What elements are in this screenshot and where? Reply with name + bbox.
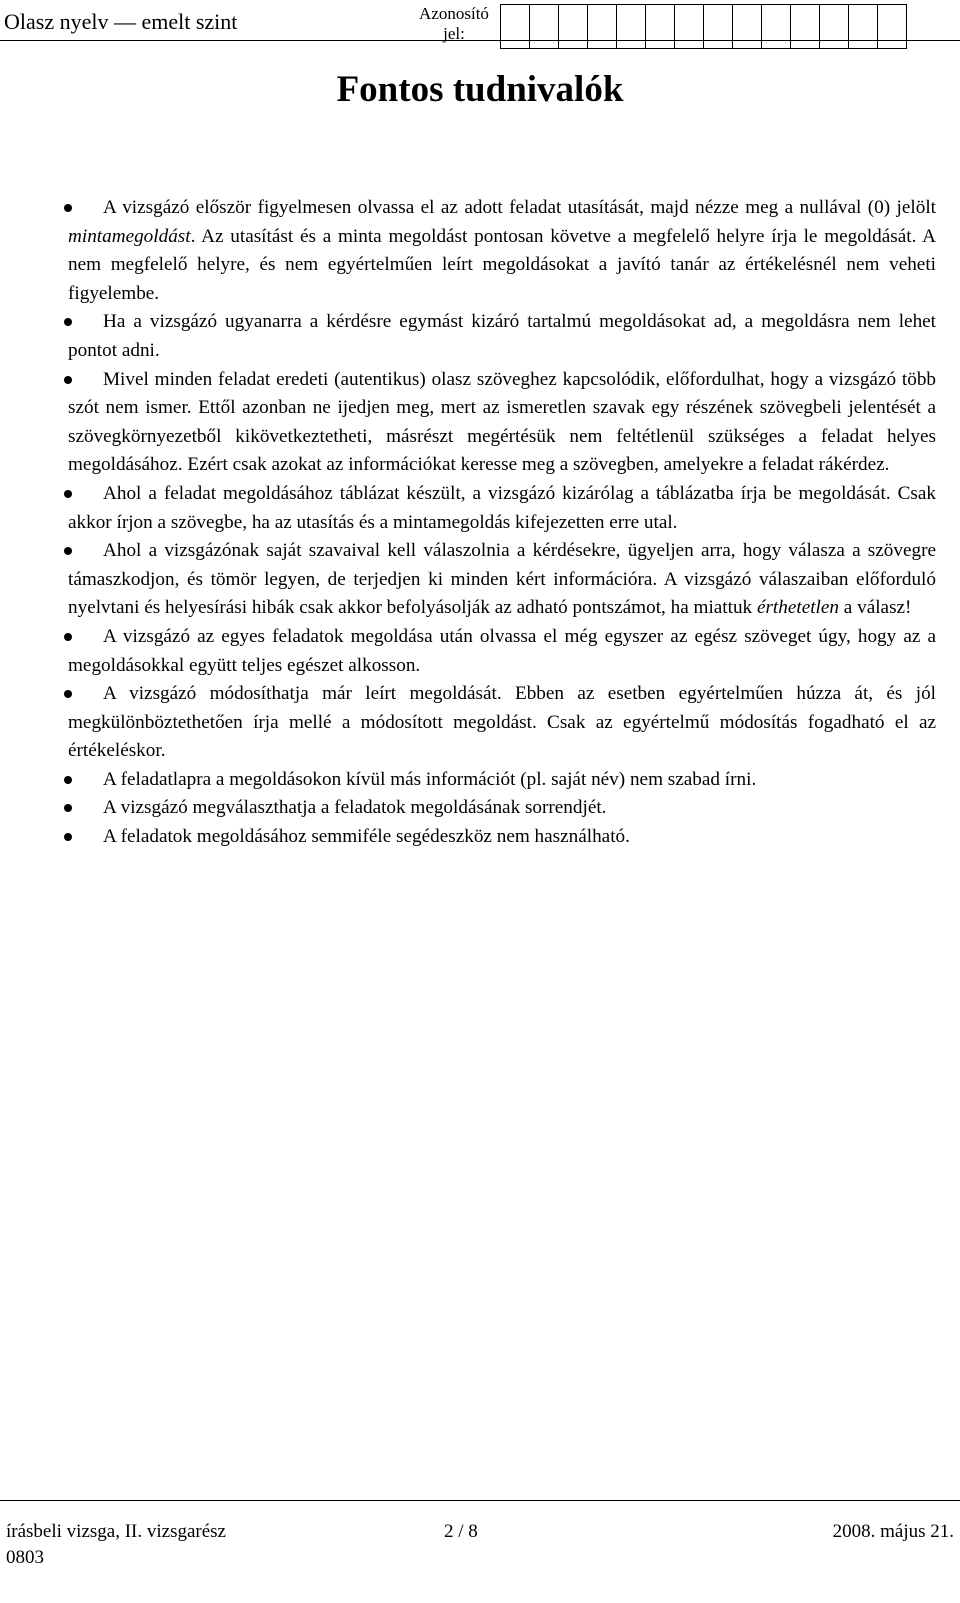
id-digit-box (819, 4, 849, 49)
footer-divider (0, 1500, 960, 1501)
id-digit-box (645, 4, 675, 49)
rule-item (68, 766, 936, 795)
rule-item (68, 680, 936, 766)
id-digit-box (877, 4, 907, 49)
rule-lead: Ahol a vizsgázónak saját szavaival kell válaszolnia a kérdésekre, ügyeljen arra, (103, 540, 736, 562)
id-digit-box (761, 4, 791, 49)
rule-item (68, 623, 936, 680)
id-label: Azonosító jel: (419, 4, 489, 43)
rule-item (68, 794, 936, 823)
bullet-icon (64, 633, 72, 641)
rules-list (68, 194, 936, 852)
rule-body: írni. (724, 768, 757, 790)
rule-item (68, 194, 936, 308)
rule-text (68, 366, 936, 480)
rule-text (68, 308, 936, 365)
rule-item (68, 537, 936, 623)
id-digit-box (703, 4, 733, 49)
id-digit-box (674, 4, 704, 49)
rule-body: előfordulhat, hogy a vizsgázó több szót nem ismer. Ettől azonban ne ijedjen meg, mert az ismeretlen szavak egy részének szövegbeli jelentését a szövegkörnyezetből kikövetkeztetheti, másrészt megértésük nem feltétlenül szükséges a feladat helyes megoldásához. Ezért csak azokat az információkat keresse meg a szövegben, amelyekre a feladat rákérdez. (68, 368, 937, 476)
id-digit-box (529, 4, 559, 49)
rule-text (68, 480, 936, 537)
rule-text (68, 766, 936, 795)
rule-text (68, 680, 936, 766)
footer-exam: írásbeli vizsga, II. vizsgarész (6, 1521, 226, 1542)
rule-text (68, 623, 936, 680)
rule-body-tail: a válasz! (839, 597, 912, 619)
rule-lead: A feladatlapra a megoldásokon kívül más információt (pl. saját név) nem szabad (103, 768, 720, 790)
rule-lead: A vizsgázó módosíthatja már leírt megoldását. Ebben az esetben egyértelműen (103, 683, 784, 705)
id-boxes (500, 4, 906, 49)
rule-emphasis: érthetetlen (756, 597, 839, 619)
bullet-icon (64, 490, 72, 498)
bullet-icon (64, 833, 72, 841)
rule-item (68, 480, 936, 537)
footer-page-number: 2 / 8 (444, 1521, 478, 1542)
rule-body: húzza át, és jól megkülönböztethetően írja mellé a módosított megoldást. Csak az egyértelmű módosítás fogadható el az értékeléskor. (68, 683, 936, 762)
rule-body: meg a nullával (0) jelölt (745, 197, 936, 218)
page-title: Fontos tudnivalók (336, 69, 624, 110)
rule-lead: Ahol a feladat megoldásához táblázat készült, a vizsgázó kizárólag a táblázatba írja (103, 482, 767, 504)
id-digit-box (558, 4, 588, 49)
rule-body: hogy válasza a szövegre támaszkodjon, és tömör legyen, de terjedjen ki minden kért információra. A vizsgázó válaszaiban előforduló nyelvtani és helyesírási hibák csak akkor befolyásolják az adható pontszámot, ha miattuk (68, 540, 936, 619)
rule-lead: A vizsgázó először figyelmesen olvassa el az adott feladat utasítását, majd nézze (103, 197, 739, 218)
rule-text (68, 194, 936, 308)
rule-item (68, 823, 936, 852)
id-digit-box (587, 4, 617, 49)
bullet-icon (64, 376, 72, 384)
id-digit-box (848, 4, 878, 49)
rule-lead: Ha a vizsgázó ugyanarra a kérdésre egymást kizáró tartalmú megoldásokat ad, a (103, 311, 754, 333)
rule-lead: A vizsgázó az egyes feladatok megoldása után olvassa el még egyszer az egész (103, 625, 738, 647)
subject-label: Olasz nyelv — emelt szint (4, 9, 238, 34)
bullet-icon (64, 776, 72, 784)
rule-body: be megoldását. Csak akkor írjon a szövegbe, ha az utasítás és a mintamegoldás kifejezetten erre utal. (68, 482, 937, 533)
rule-item (68, 366, 936, 480)
footer-date: 2008. május 21. (832, 1521, 954, 1542)
id-digit-box (732, 4, 762, 49)
rule-body-tail: . Az utasítást és a minta megoldást pontosan követve a megfelelő helyre írja le megoldását. A nem megfelelő helyre, és nem egyértelműen leírt megoldásokat a javító tanár az értékelésnél nem veheti figyelembe. (68, 225, 936, 304)
id-digit-box (616, 4, 646, 49)
rule-body: szöveget úgy, hogy az a megoldásokkal együtt teljes egészet alkosson. (68, 625, 937, 676)
rule-text (68, 823, 936, 852)
rule-emphasis: mintamegoldást (68, 225, 191, 247)
rule-item (68, 308, 936, 365)
rule-lead: Mivel minden feladat eredeti (autentikus) olasz szöveghez kapcsolódik, (103, 368, 661, 390)
rule-lead: A feladatok megoldásához semmiféle segédeszköz nem használható. (103, 826, 630, 848)
rule-text (68, 537, 936, 623)
footer-code: 0803 (6, 1547, 44, 1568)
bullet-icon (64, 204, 72, 212)
rule-body: megoldásra nem lehet pontot adni. (68, 311, 937, 361)
id-digit-box (500, 4, 530, 49)
id-digit-box (790, 4, 820, 49)
rule-continuation (725, 769, 756, 790)
rule-lead: A vizsgázó megválaszthatja a feladatok megoldásának sorrendjét. (103, 797, 607, 819)
page-header (0, 0, 960, 41)
rule-text (68, 794, 936, 823)
